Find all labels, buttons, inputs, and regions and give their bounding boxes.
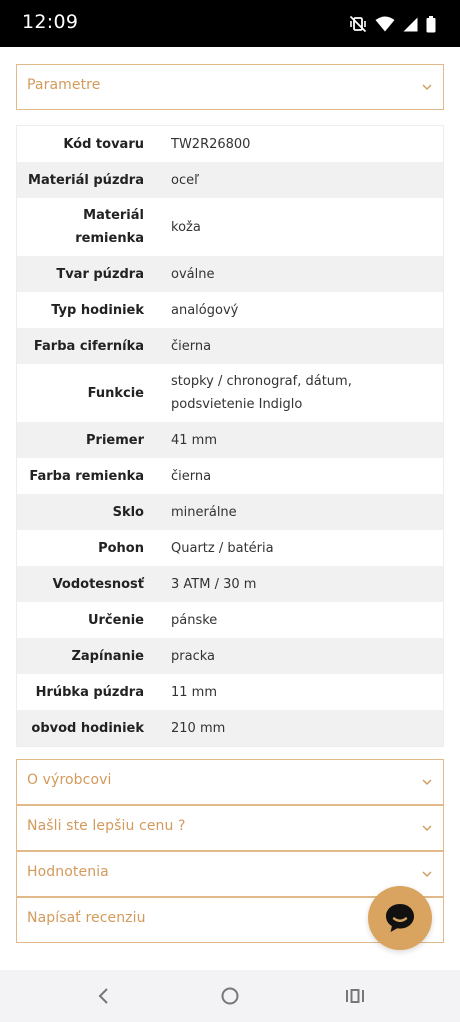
accordion-hodnotenia-title: Hodnotenia [27,864,109,880]
param-value: Quartz / batéria [171,540,274,556]
param-label: Zapínanie [71,648,144,664]
param-value: čierna [171,338,212,354]
table-row [17,364,443,422]
status-bar [0,0,460,47]
table-row [17,422,443,458]
accordion-napisat-recenziu-title: Napísať recenziu [27,910,146,926]
param-label: Materiál remienka [75,208,144,246]
chevron-down-icon [421,822,433,834]
param-value: 11 mm [171,684,218,700]
status-time: 12:09 [22,11,79,33]
param-label: Hrúbka púzdra [35,684,144,700]
back-icon [92,984,116,1008]
chevron-down-icon [421,868,433,880]
table-row [17,458,443,494]
signal-icon [403,17,418,32]
param-value: 210 mm [171,720,226,736]
param-label: obvod hodiniek [31,720,144,736]
param-label: Funkcie [87,385,144,401]
param-label: Farba ciferníka [33,338,144,354]
table-row [17,638,443,674]
chevron-down-icon [421,81,433,93]
battery-icon [426,16,436,33]
table-row [17,530,443,566]
chat-button[interactable] [368,886,432,950]
param-label: Typ hodiniek [51,302,144,318]
parameters-table [16,125,444,747]
table-row [17,162,443,198]
param-label: Sklo [112,504,144,520]
accordion-lepsia-cena-title: Našli ste lepšiu cenu ? [27,818,186,834]
accordion-o-vyrobcovi-title: O výrobcovi [27,772,112,788]
param-value: 41 mm [171,432,218,448]
param-label: Určenie [87,612,144,628]
recents-button[interactable] [343,984,367,1008]
param-value: TW2R26800 [171,136,251,152]
param-label: Pohon [98,540,144,556]
navigation-bar [0,970,460,1022]
back-button[interactable] [92,984,116,1008]
table-row [17,602,443,638]
accordion-hodnotenia[interactable] [16,851,444,897]
param-value: oválne [171,266,215,282]
chat-bubble-icon [384,902,416,934]
param-value: oceľ [171,172,199,188]
param-label: Vodotesnosť [52,576,144,592]
accordion-o-vyrobcovi[interactable] [16,759,444,805]
accordion-parametre-title: Parametre [27,77,101,93]
param-label: Materiál púzdra [28,172,144,188]
param-label: Kód tovaru [63,136,144,152]
param-label: Farba remienka [29,468,144,484]
table-row [17,198,443,256]
param-value: stopky / chronograf, dátum, podsvietenie Indiglo [171,374,352,412]
param-label: Priemer [86,432,144,448]
wifi-icon [375,16,395,32]
accordion-lepsia-cena[interactable] [16,805,444,851]
accordion-parametre[interactable] [16,64,444,110]
param-value: čierna [171,468,212,484]
table-row [17,494,443,530]
table-row [17,328,443,364]
home-button[interactable] [218,984,242,1008]
param-value: koža [171,219,201,235]
param-label: Tvar púzdra [56,266,144,282]
table-row [17,292,443,328]
home-icon [218,984,242,1008]
vibrate-off-icon [349,15,367,33]
table-row [17,674,443,710]
param-value: 3 ATM / 30 m [171,576,257,592]
param-value: minerálne [171,504,237,520]
table-row [17,126,443,162]
table-row [17,566,443,602]
param-value: analógový [171,302,239,318]
recents-icon [343,984,367,1008]
chevron-down-icon [421,776,433,788]
table-row [17,710,443,746]
table-row [17,256,443,292]
param-value: pánske [171,612,218,628]
status-icons [349,14,436,34]
param-value: pracka [171,648,215,664]
